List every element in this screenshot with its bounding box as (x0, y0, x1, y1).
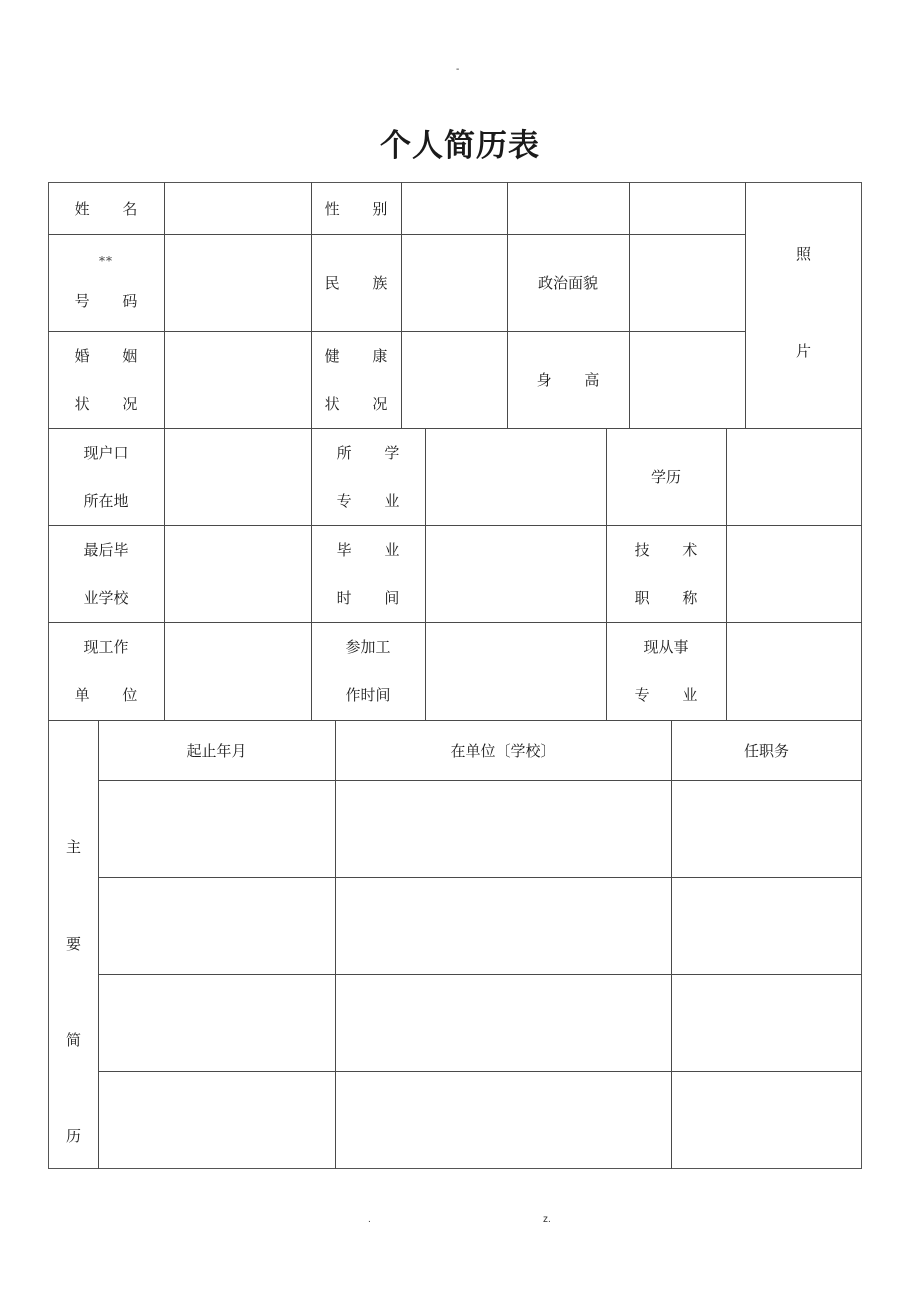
unit-input[interactable] (334, 781, 673, 877)
major-field[interactable] (426, 429, 606, 525)
ethnicity-field[interactable] (402, 235, 507, 331)
current-employer-label (48, 622, 164, 720)
last-school-field[interactable] (165, 526, 311, 622)
id-label-top: ** (99, 254, 113, 268)
resume-side-label-3: 简 (65, 1031, 81, 1049)
graduation-time-label (311, 525, 425, 622)
footer-left-mark: . (368, 1214, 371, 1225)
period-input[interactable] (97, 975, 337, 1071)
ethnicity-label (311, 234, 401, 331)
degree-label-text: 学历 (650, 468, 681, 486)
health-status-label (311, 331, 401, 428)
work-start-label-bottom: 作时间 (345, 686, 391, 704)
period-input[interactable] (97, 781, 337, 877)
photo-label-top: 照 (795, 245, 811, 263)
current-field-label-bottom: 专 业 (634, 686, 712, 704)
blank-input[interactable] (628, 183, 747, 234)
period-cell[interactable] (99, 975, 335, 1071)
gender-label-text: 性 别 (324, 199, 402, 218)
marital-status-input[interactable] (163, 332, 313, 428)
footer-right-mark: z. (543, 1214, 551, 1225)
name-input[interactable] (163, 183, 313, 234)
work-start-label-top: 参加工 (345, 638, 391, 656)
technical-title-field[interactable] (727, 526, 861, 622)
resume-side-label-1: 主 (65, 838, 81, 856)
position-input[interactable] (670, 781, 863, 877)
period-input[interactable] (97, 1072, 337, 1168)
current-field-field[interactable] (727, 623, 861, 720)
health-status-input[interactable] (400, 332, 509, 428)
health-label-bottom: 状 况 (324, 394, 402, 413)
name-field[interactable] (165, 183, 311, 234)
id-label-bottom: 号 码 (74, 292, 152, 310)
degree-input[interactable] (725, 429, 863, 525)
unit-cell[interactable] (336, 781, 671, 877)
hukou-field[interactable] (165, 429, 311, 525)
ethnicity-input[interactable] (400, 235, 509, 331)
height-input[interactable] (628, 332, 747, 428)
photo-label-bottom: 片 (795, 342, 811, 360)
marital-status-field[interactable] (165, 332, 311, 428)
political-status-field[interactable] (630, 235, 745, 331)
height-label (507, 331, 629, 428)
unit-cell[interactable] (336, 878, 671, 974)
hukou-label-bottom: 所在地 (83, 491, 129, 510)
political-status-input[interactable] (628, 235, 747, 331)
graduation-time-field[interactable] (426, 526, 606, 622)
employer-label-bottom: 单 位 (74, 686, 152, 704)
current-employer-field[interactable] (165, 623, 311, 720)
tech-title-label-bottom: 职 称 (634, 588, 712, 607)
period-input[interactable] (97, 878, 337, 974)
current-field-label (606, 622, 726, 720)
work-start-time-input[interactable] (424, 623, 608, 720)
height-label-text: 身 高 (536, 371, 614, 389)
unit-cell[interactable] (336, 975, 671, 1071)
page-title: 个人简历表 (380, 128, 540, 164)
marital-label-bottom: 状 况 (74, 394, 152, 413)
id-number-input[interactable] (163, 235, 313, 331)
school-label-bottom: 业学校 (83, 588, 129, 607)
blank-cell[interactable] (508, 183, 629, 234)
id-number-label (48, 234, 164, 331)
major-input[interactable] (424, 429, 608, 525)
period-cell[interactable] (99, 781, 335, 877)
gender-label (311, 182, 401, 234)
political-label-text: 政治面貌 (537, 274, 598, 292)
position-input[interactable] (670, 1072, 863, 1168)
current-field-input[interactable] (725, 623, 863, 720)
gender-input[interactable] (400, 183, 509, 234)
resume-side-label-2: 要 (65, 935, 81, 953)
work-start-time-label (311, 622, 425, 720)
tech-title-label-top: 技 术 (634, 540, 712, 559)
position-cell[interactable] (672, 878, 861, 974)
marital-label-top: 婚 姻 (74, 346, 152, 365)
ethnicity-label-text: 民 族 (324, 274, 402, 292)
hukou-label (48, 428, 164, 525)
hukou-label-top: 现户口 (83, 443, 129, 462)
column-header-position: 任职务 (743, 741, 789, 760)
current-employer-input[interactable] (163, 623, 313, 720)
period-cell[interactable] (99, 1072, 335, 1168)
unit-input[interactable] (334, 1072, 673, 1168)
last-school-input[interactable] (163, 526, 313, 622)
hukou-input[interactable] (163, 429, 313, 525)
technical-title-label (606, 525, 726, 622)
height-field[interactable] (630, 332, 745, 428)
header-mark: - (456, 64, 460, 75)
current-field-label-top: 现从事 (643, 638, 689, 656)
position-input[interactable] (670, 975, 863, 1071)
gender-field[interactable] (402, 183, 507, 234)
name-label-text: 姓 名 (74, 199, 152, 218)
degree-field[interactable] (727, 429, 861, 525)
grad-time-label-top: 毕 业 (336, 540, 414, 559)
major-label (311, 428, 425, 525)
employer-label-top: 现工作 (83, 638, 129, 656)
technical-title-input[interactable] (725, 526, 863, 622)
school-label-top: 最后毕 (83, 540, 129, 559)
blank-cell[interactable] (630, 183, 745, 234)
graduation-time-input[interactable] (424, 526, 608, 622)
unit-input[interactable] (334, 878, 673, 974)
position-input[interactable] (670, 878, 863, 974)
political-status-label (507, 234, 629, 331)
position-cell[interactable] (672, 1072, 861, 1168)
health-label-top: 健 康 (324, 346, 402, 365)
health-status-field[interactable] (402, 332, 507, 428)
unit-cell[interactable] (336, 1072, 671, 1168)
name-label (48, 182, 164, 234)
column-header-period: 起止年月 (186, 741, 247, 760)
grad-time-label-bottom: 时 间 (336, 588, 414, 607)
unit-input[interactable] (334, 975, 673, 1071)
blank-input[interactable] (506, 183, 631, 234)
last-school-label (48, 525, 164, 622)
degree-label (606, 428, 726, 525)
marital-status-label (48, 331, 164, 428)
resume-side-label-4: 历 (65, 1127, 81, 1145)
position-cell[interactable] (672, 781, 861, 877)
position-cell[interactable] (672, 975, 861, 1071)
photo-box[interactable] (746, 183, 861, 428)
id-number-field[interactable] (165, 235, 311, 331)
work-start-time-field[interactable] (426, 623, 606, 720)
period-cell[interactable] (99, 878, 335, 974)
column-header-unit: 在单位〔学校〕 (450, 741, 556, 760)
major-label-bottom: 专 业 (336, 491, 414, 510)
major-label-top: 所 学 (336, 443, 414, 462)
